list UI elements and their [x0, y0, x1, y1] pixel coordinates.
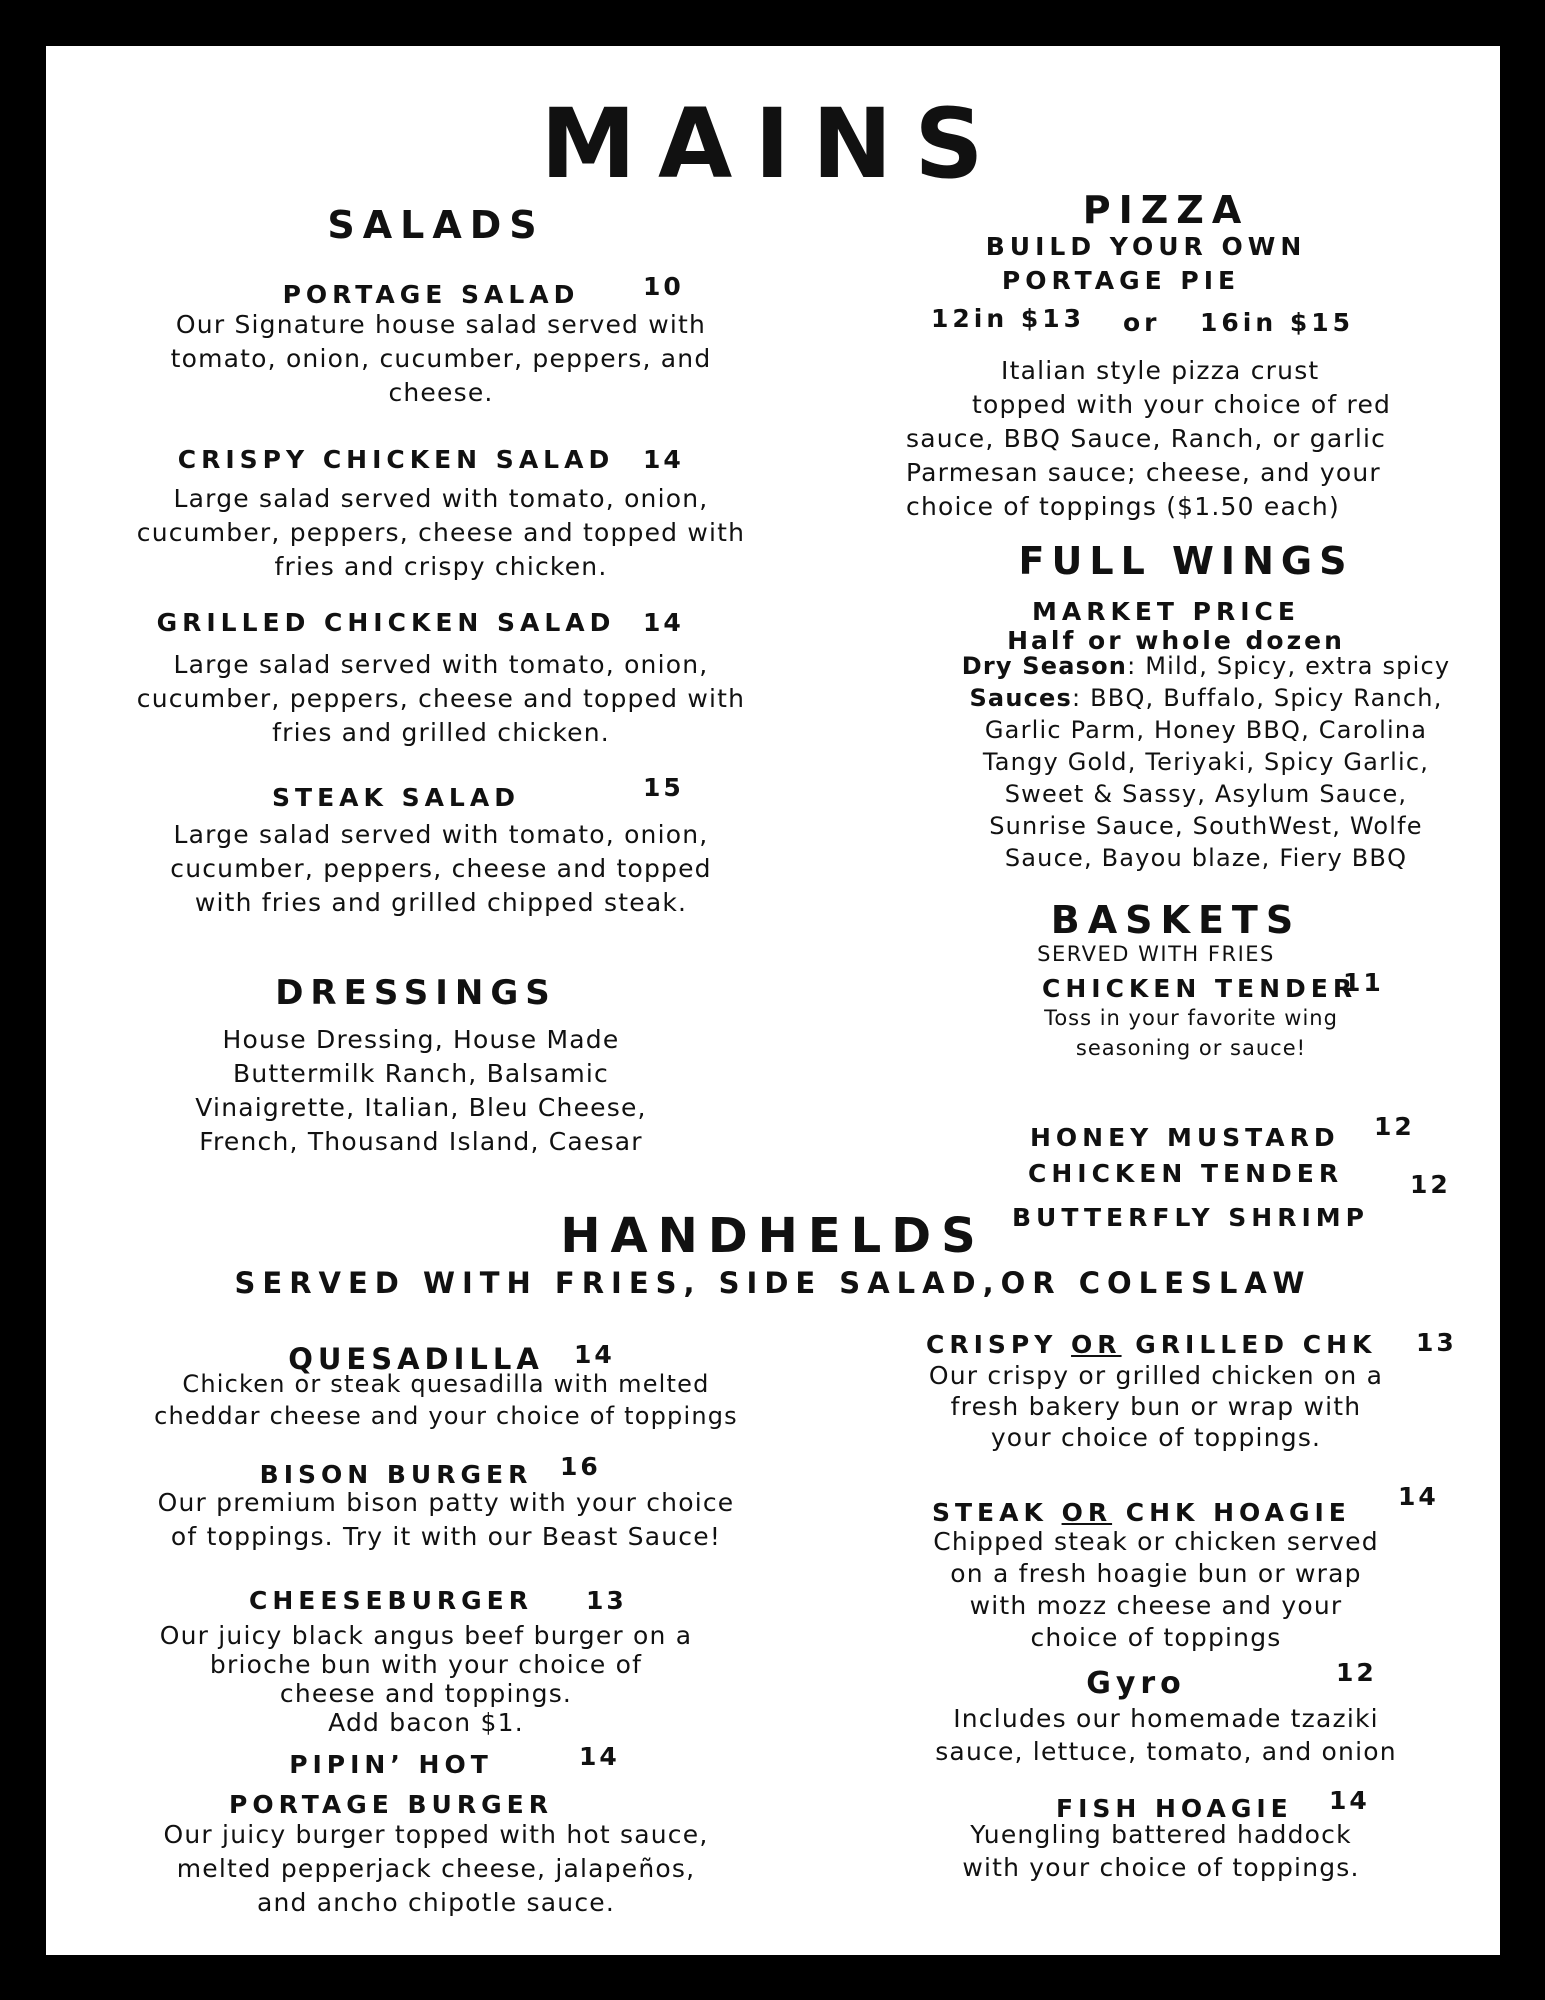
- item-description: Our juicy black angus beef burger on a brioche bun with your choice of cheese and toppings. Add bacon $1.: [159, 1621, 693, 1737]
- item-name: PIPIN’ HOT: [289, 1750, 493, 1779]
- item-description: Our Signature house salad served with tomato, onion, cucumber, peppers, and cheese.: [170, 310, 712, 407]
- item-name: CHEESEBURGER: [249, 1586, 533, 1615]
- item-name: FISH HOAGIE: [1056, 1794, 1293, 1823]
- item-price: 14: [1398, 1482, 1439, 1511]
- item-price: 10: [643, 272, 684, 301]
- pizza-size-16: 16in $15: [1200, 308, 1355, 337]
- item-price: 15: [643, 773, 684, 802]
- item-name: CRISPY OR GRILLED CHK: [926, 1330, 1377, 1359]
- item-description: Yuengling battered haddock with your choice of toppings.: [962, 1820, 1360, 1882]
- pizza-subheading: PORTAGE PIE: [1001, 266, 1241, 295]
- item-description: Large salad served with tomato, onion, cucumber, peppers, cheese and topped with fries and grilled chicken.: [136, 650, 746, 747]
- pizza-subheading: BUILD YOUR OWN: [985, 232, 1307, 261]
- item-description: Our premium bison patty with your choice of toppings. Try it with our Beast Sauce!: [157, 1488, 735, 1551]
- pizza-heading: PIZZA: [1082, 188, 1250, 232]
- item-description: Large salad served with tomato, onion, cucumber, peppers, cheese and topped with fries and grilled chipped steak.: [170, 820, 712, 917]
- wings-subheading: MARKET PRICE: [1032, 597, 1300, 626]
- item-price: 16: [560, 1452, 601, 1481]
- item-price: 12: [1336, 1658, 1377, 1687]
- wings-description: Dry Season: Mild, Spicy, extra spicy Sauces: BBQ, Buffalo, Spicy Ranch, Garlic Parm, Honey BBQ, Carolina Tangy Gold, Teriyaki, Spicy Garlic, Sweet & Sassy, Asylum Sauce, Sunrise Sauce, SouthWest, Wolfe Sauce, Bayou blaze, Fiery BBQ: [961, 652, 1451, 872]
- baskets-heading: BASKETS: [1050, 898, 1302, 942]
- page-title: MAINS: [540, 88, 1006, 200]
- item-description: Our juicy burger topped with hot sauce, melted pepperjack cheese, jalapeños, and ancho chipotle sauce.: [163, 1820, 709, 1917]
- wings-heading: FULL WINGS: [1018, 539, 1354, 583]
- handhelds-heading: HANDHELDS: [560, 1208, 986, 1264]
- pizza-size-12: 12in $13: [931, 304, 1086, 333]
- item-price: 14: [643, 608, 684, 637]
- baskets-subheading: SERVED WITH FRIES: [1037, 942, 1275, 966]
- item-price: 14: [574, 1340, 615, 1369]
- item-description: Toss in your favorite wing seasoning or sauce!: [1044, 1006, 1338, 1060]
- item-name: BISON BURGER: [259, 1460, 533, 1489]
- item-name: CRISPY CHICKEN SALAD: [177, 445, 615, 474]
- item-name: CHICKEN TENDER: [1042, 974, 1358, 1003]
- pizza-or: or: [1123, 308, 1161, 337]
- dressings-heading: DRESSINGS: [275, 973, 557, 1013]
- item-price: 14: [643, 445, 684, 474]
- item-name: STEAK SALAD: [272, 783, 520, 812]
- wings-subheading: Half or whole dozen: [1007, 626, 1345, 655]
- salads-heading: SALADS: [327, 203, 545, 247]
- item-name: PORTAGE SALAD: [282, 280, 580, 309]
- handhelds-subheading: SERVED WITH FRIES, SIDE SALAD,OR COLESLAW: [234, 1266, 1312, 1300]
- item-description: Our crispy or grilled chicken on a fresh bakery bun or wrap with your choice of toppings.: [928, 1361, 1384, 1452]
- item-price: 13: [586, 1586, 627, 1615]
- pizza-description: Italian style pizza crust topped with your choice of red sauce, BBQ Sauce, Ranch, or garlic Parmesan sauce; cheese, and your choice of toppings ($1.50 each): [906, 356, 1392, 521]
- item-price: 11: [1343, 968, 1384, 997]
- item-name: PORTAGE BURGER: [229, 1790, 553, 1819]
- item-price: 14: [1329, 1786, 1370, 1815]
- item-price: 12: [1410, 1170, 1451, 1199]
- item-name: GRILLED CHICKEN SALAD: [156, 608, 616, 637]
- item-description: Includes our homemade tzaziki sauce, lettuce, tomato, and onion: [935, 1704, 1397, 1766]
- item-name: HONEY MUSTARD: [1030, 1123, 1340, 1152]
- item-price: 12: [1374, 1112, 1415, 1141]
- item-price: 14: [579, 1742, 620, 1771]
- item-price: 13: [1416, 1328, 1457, 1357]
- item-description: Chipped steak or chicken served on a fresh hoagie bun or wrap with mozz cheese and your choice of toppings: [933, 1527, 1379, 1652]
- item-name: STEAK OR CHK HOAGIE: [932, 1498, 1351, 1527]
- item-description: Chicken or steak quesadilla with melted cheddar cheese and your choice of toppings: [154, 1370, 738, 1430]
- item-name: Gyro: [1086, 1666, 1186, 1701]
- item-name: BUTTERFLY SHRIMP: [1012, 1203, 1369, 1232]
- dressings-list: House Dressing, House Made Buttermilk Ranch, Balsamic Vinaigrette, Italian, Bleu Cheese, French, Thousand Island, Caesar: [195, 1025, 647, 1156]
- item-name: CHICKEN TENDER: [1028, 1159, 1344, 1188]
- item-name: QUESADILLA: [288, 1342, 544, 1376]
- menu-page: [46, 46, 1500, 1955]
- item-description: Large salad served with tomato, onion, cucumber, peppers, cheese and topped with fries and crispy chicken.: [136, 484, 746, 581]
